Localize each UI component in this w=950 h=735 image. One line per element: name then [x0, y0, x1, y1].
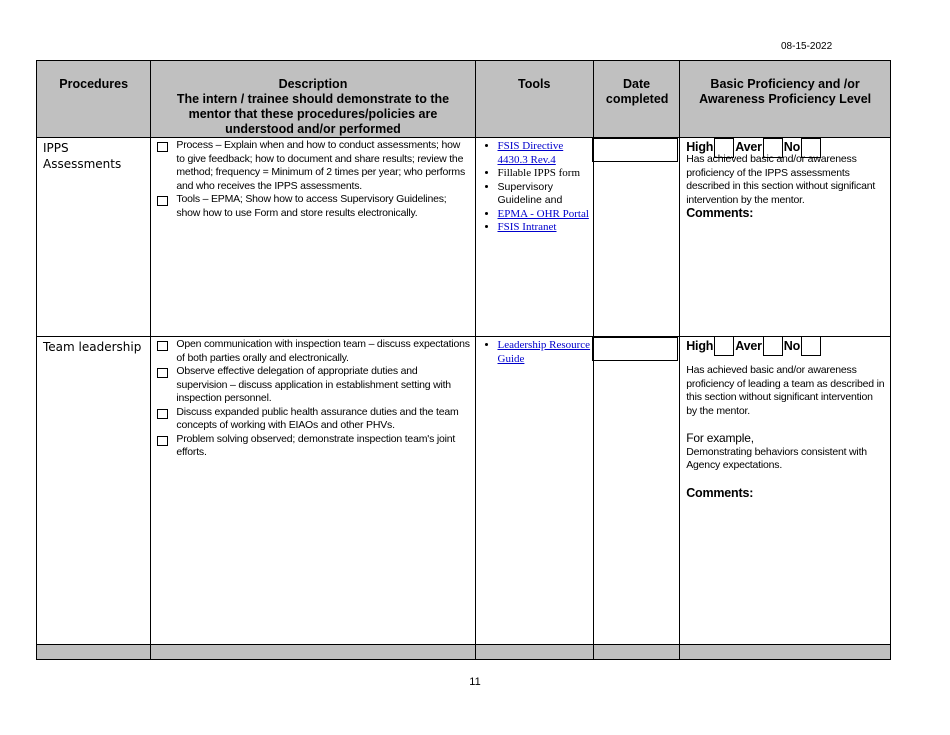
checkbox[interactable]: [157, 196, 168, 206]
date-completed-cell: [593, 337, 679, 645]
checkbox[interactable]: [157, 409, 168, 419]
list-item: Open communication with inspection team – discuss expectations of both parties orally and electronically.: [155, 338, 470, 365]
level-high-checkbox[interactable]: [714, 336, 734, 356]
date-completed-input[interactable]: [592, 138, 678, 162]
example-label: For example,: [686, 431, 754, 446]
checkbox[interactable]: [157, 341, 168, 351]
description-cell: [151, 337, 475, 645]
proficiency-cell: [680, 138, 891, 337]
checkbox[interactable]: [157, 436, 168, 446]
proficiency-text: Has achieved basic and/or awareness proficiency of the IPPS assessments described in this section without significant intervention by the mentor.: [686, 153, 876, 206]
table-row: [37, 337, 891, 645]
procedure-cell: IPPS Assessments: [37, 138, 151, 337]
date-completed-input[interactable]: [592, 337, 678, 361]
proficiency-cell: [680, 337, 891, 645]
header-description-subtitle: The intern / trainee should demonstrate to the mentor that these procedures/policies are understood and/or performed: [176, 92, 450, 136]
comments-label: Comments:: [686, 206, 754, 221]
tool-link-leadership-guide[interactable]: Leadership Resource Guide: [497, 339, 591, 365]
tool-link-fsis-intranet[interactable]: FSIS Intranet: [497, 221, 557, 234]
header-date-completed: Date completed: [593, 61, 679, 138]
header-proficiency: Basic Proficiency and /or Awareness Proficiency Level: [680, 61, 891, 138]
list-item: Discuss expanded public health assurance duties and the team concepts of working with EIAOs and other PHVs.: [155, 406, 470, 433]
proficiency-text: Has achieved basic and/or awareness proficiency of leading a team as described in this section without significant intervention by the mentor.: [686, 364, 885, 417]
header-description-title: Description: [278, 77, 348, 91]
list-item: Process – Explain when and how to conduct assessments; how to give feedback; how to document and share results; review the method; frequency = Minimum of 2 times per year; who performs and who receives the IPPS assessments.: [155, 139, 470, 193]
footer-row: [37, 644, 891, 659]
header-row: [37, 61, 891, 138]
level-average-checkbox[interactable]: [763, 336, 783, 356]
proficiency-level-selector: High Aver No: [686, 336, 886, 356]
procedure-cell: Team leadership: [37, 337, 151, 645]
tool-item: Fillable IPPS form: [497, 167, 581, 180]
page-number: 11: [469, 676, 481, 688]
level-no-checkbox[interactable]: [801, 336, 821, 356]
tool-link-epma-portal[interactable]: EPMA - OHR Portal: [497, 207, 589, 220]
tools-cell: [475, 337, 593, 645]
document-date: 08-15-2022: [781, 41, 833, 52]
tool-item: Supervisory Guideline and: [497, 180, 563, 207]
proficiency-level-selector: High Aver No: [686, 138, 886, 158]
header-description: [151, 61, 475, 138]
checkbox[interactable]: [157, 368, 168, 378]
header-procedures: Procedures: [37, 61, 151, 138]
comments-label: Comments:: [686, 485, 754, 500]
list-item: Observe effective delegation of appropriate duties and supervision – discuss application in establishment setting with inspection personnel.: [155, 365, 470, 406]
tools-cell: [475, 138, 593, 337]
list-item: Problem solving observed; demonstrate inspection team's joint efforts.: [155, 433, 470, 460]
header-tools: Tools: [475, 61, 593, 138]
tool-link-fsis-directive[interactable]: FSIS Directive 4430.3 Rev.4: [497, 140, 564, 166]
checkbox[interactable]: [157, 142, 168, 152]
example-text: Demonstrating behaviors consistent with Agency expectations.: [686, 445, 867, 472]
date-completed-cell: [593, 138, 679, 337]
list-item: Tools – EPMA; Show how to access Supervisory Guidelines; show how to use Form and store results electronically.: [155, 193, 470, 220]
description-cell: [151, 138, 475, 337]
procedures-table: [36, 60, 891, 660]
table-row: [37, 138, 891, 337]
